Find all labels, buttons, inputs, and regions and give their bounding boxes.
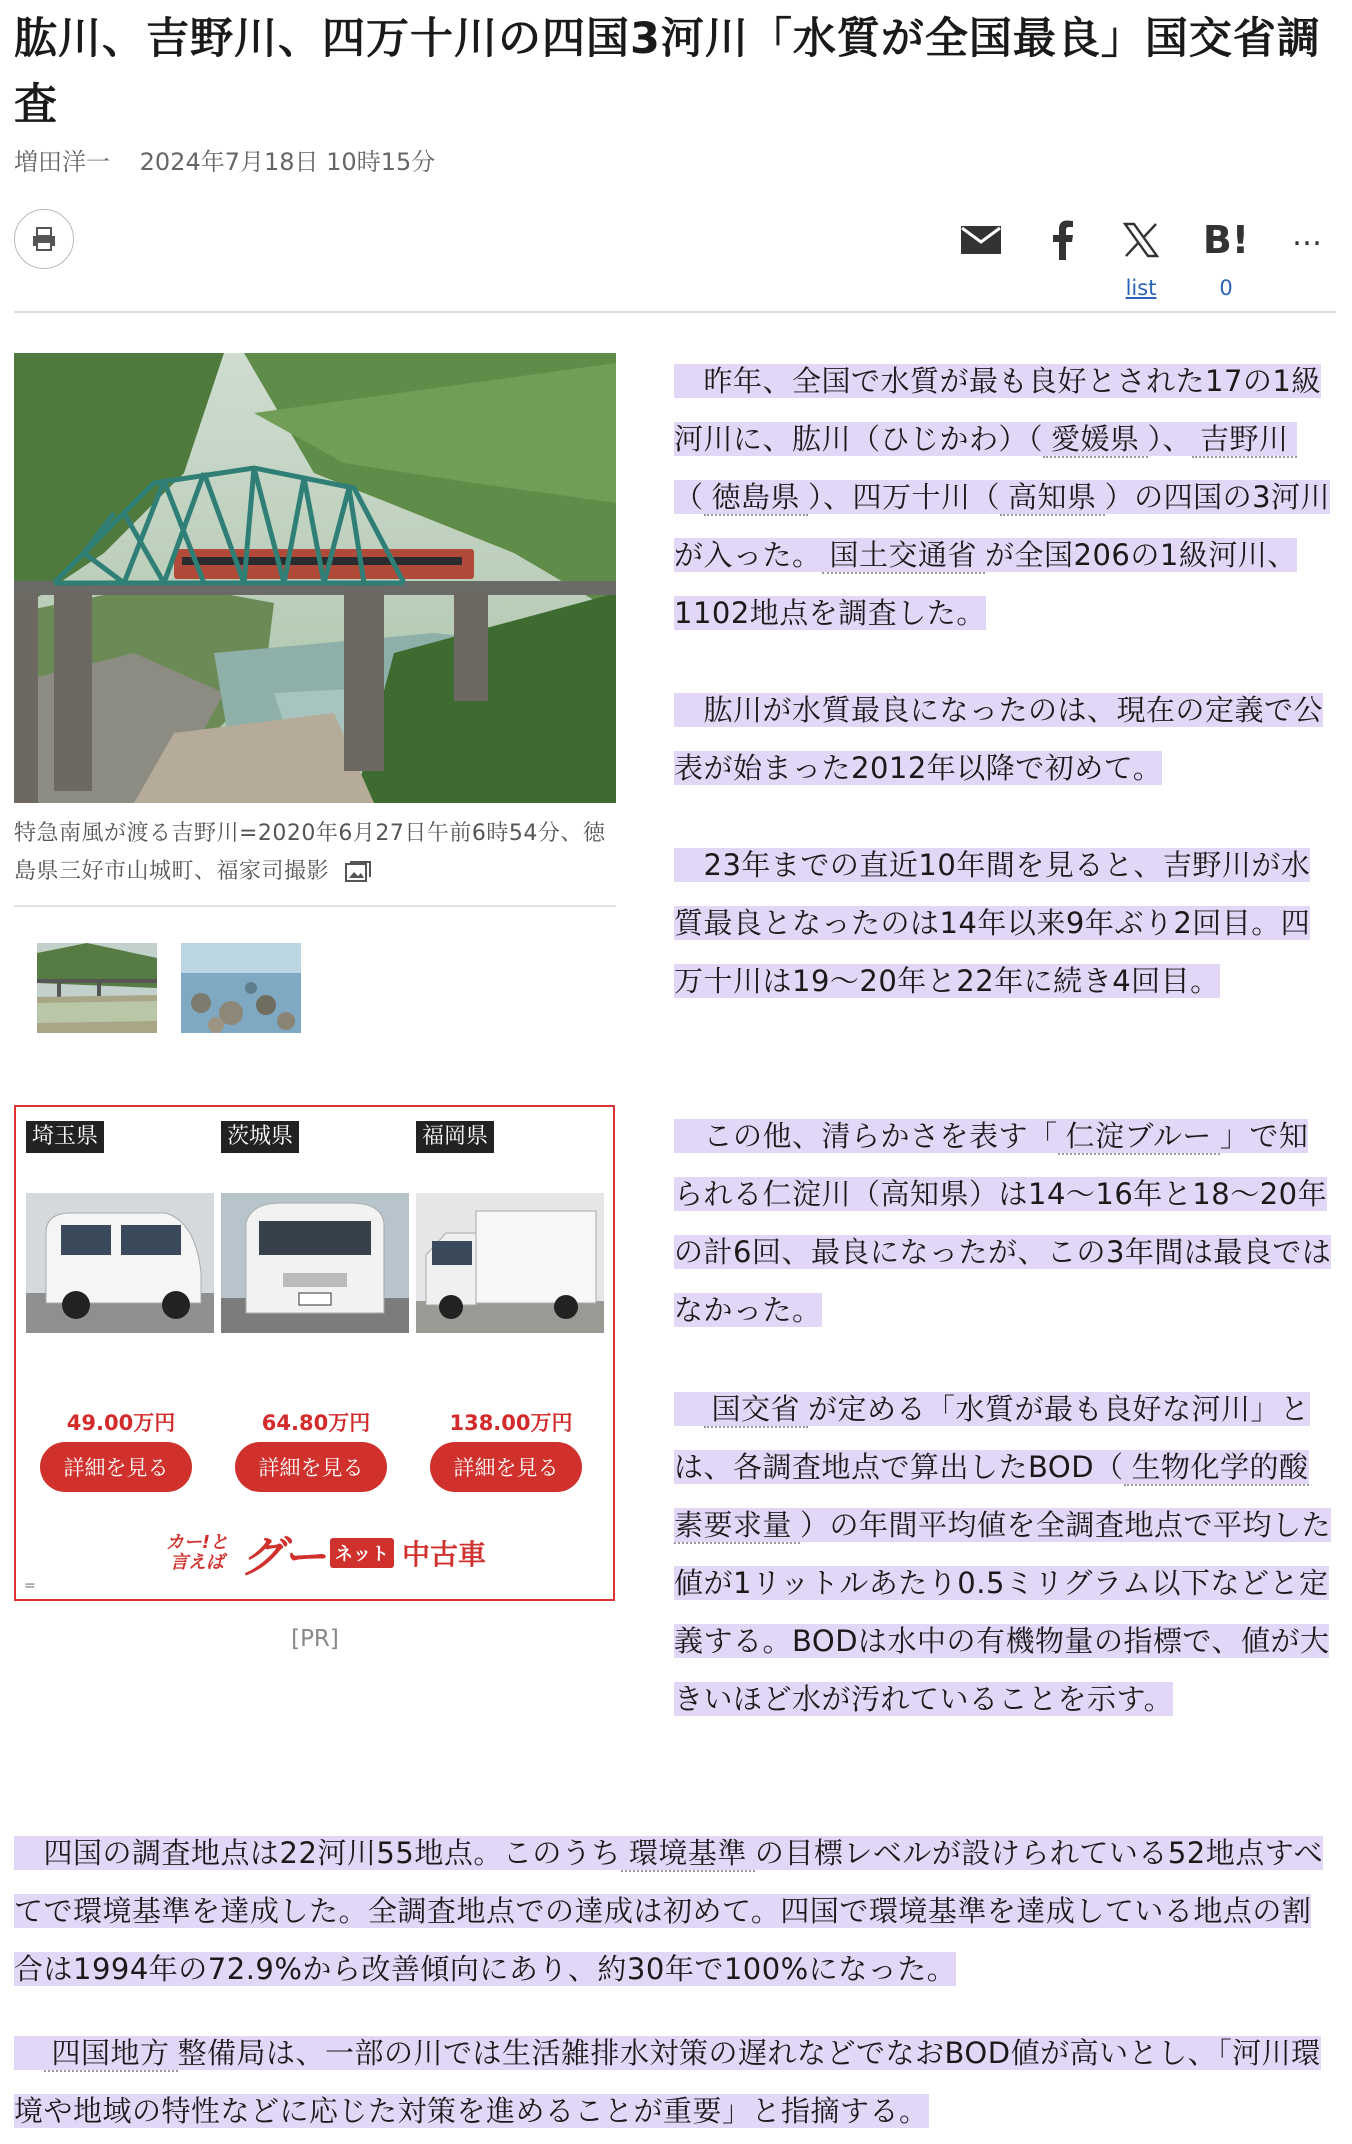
paragraph-5-text-a: が定める「水質が最も良好な河川」とは、各調査地点で算出したBOD（ bbox=[674, 1392, 1310, 1484]
paragraph-1-text-b: ）、 bbox=[1147, 422, 1193, 456]
x-share-button[interactable] bbox=[1111, 215, 1171, 265]
underwater-thumbnail bbox=[181, 943, 301, 1033]
ad-price: 138.00万円 bbox=[449, 1411, 573, 1435]
logo-main: グー bbox=[240, 1532, 324, 1583]
ad-car-image[interactable] bbox=[26, 1193, 214, 1333]
keyword-link-tokushima[interactable]: 徳島県 bbox=[704, 480, 809, 516]
paragraph-4-text-a: この他、清らかさを表す「 bbox=[703, 1119, 1058, 1153]
keyword-link-shikoku[interactable]: 四国地方 bbox=[44, 2036, 178, 2072]
pr-label: [PR] bbox=[291, 1626, 339, 1652]
paragraph-6-text-a: 四国の調査地点は22河川55地点。このうち bbox=[43, 1836, 621, 1870]
main-photo[interactable] bbox=[14, 353, 616, 803]
paragraph-1-text-c: （ bbox=[674, 480, 704, 514]
ad-price: 49.00万円 bbox=[66, 1411, 176, 1435]
keyword-link-yoshino[interactable]: 吉野川 bbox=[1192, 422, 1297, 458]
author[interactable]: 増田洋一 bbox=[14, 148, 110, 176]
thumbnail-1[interactable] bbox=[37, 943, 157, 1033]
keyword-link-bod[interactable]: 生物化学的酸素要求量 bbox=[674, 1450, 1309, 1542]
photo-caption bbox=[14, 815, 614, 891]
paragraph-2-text: 肱川が水質最良になったのは、現在の定義で公表が始まった2012年以降で初めて。 bbox=[674, 693, 1324, 785]
paragraph-7-text-a: 整備局は、一部の川では生活雑排水対策の遅れなどでなおBOD値が高いとし、「河川環境や地域の特性などに応じた対策を進めることが重要」と指摘する。 bbox=[14, 2036, 1321, 2128]
keyword-link-kochi[interactable]: 高知県 bbox=[1000, 480, 1105, 516]
keyword-link-mlit[interactable]: 国土交通省 bbox=[822, 538, 986, 574]
paragraph-3 bbox=[674, 836, 1336, 1010]
hatena-bookmark-button[interactable]: B! bbox=[1202, 218, 1250, 262]
byline bbox=[14, 142, 457, 177]
paragraph-5-text-b: ）の年間平均値を全調査地点で平均した値が1リットルあたり0.5ミリグラム以下などと定義する。BODは水中の有機物量の指標で、値が大きいほど水が汚れていることを示す。 bbox=[674, 1508, 1332, 1716]
list-link[interactable]: list bbox=[1125, 276, 1157, 300]
publish-date: 2024年7月18日 10時15分 bbox=[139, 148, 436, 176]
ad-info-icon[interactable]: = bbox=[24, 1578, 36, 1594]
paragraph-4 bbox=[674, 1107, 1336, 1339]
keyword-link-niyodo-blue[interactable]: 仁淀ブルー bbox=[1058, 1119, 1220, 1155]
mail-icon bbox=[960, 225, 1002, 255]
paragraph-1-text-f: が全国206の1級河川、1102地点を調査した。 bbox=[674, 538, 1297, 630]
ad-car-image[interactable] bbox=[416, 1193, 604, 1333]
advertisement[interactable] bbox=[14, 1105, 615, 1601]
caption-divider bbox=[14, 905, 616, 907]
paragraph-2 bbox=[674, 681, 1336, 797]
ad-details-button[interactable]: 詳細を見る bbox=[430, 1442, 582, 1492]
keyword-link-env-standard[interactable]: 環境基準 bbox=[621, 1836, 755, 1872]
paragraph-5 bbox=[674, 1380, 1336, 1728]
paragraph-6-text-b: の目標レベルが設けられている52地点すべてで環境基準を達成した。全調査地点での達成は初めて。四国で環境基準を達成している地点の割合は1994年の72.9%から改善傾向にあり、約30年で100%になった。 bbox=[14, 1836, 1324, 1986]
ad-car-image[interactable] bbox=[221, 1193, 409, 1333]
keyword-link-ehime[interactable]: 愛媛県 bbox=[1043, 422, 1148, 458]
paragraph-1-text-a: 昨年、全国で水質が最も良好とされた17の1級河川に、肱川（ひじかわ）（ bbox=[674, 364, 1321, 456]
print-button[interactable] bbox=[14, 209, 74, 269]
ad-prefecture: 福岡県 bbox=[416, 1121, 494, 1153]
article-title: 肱川、吉野川、四万十川の四国3河川「水質が全国最良」国交省調査 bbox=[14, 14, 1321, 130]
gallery-icon[interactable] bbox=[345, 861, 371, 883]
caption-text: 特急南風が渡る吉野川=2020年6月27日午前6時54分、徳島県三好市山城町、福家司撮影 bbox=[14, 821, 606, 884]
goo-net-logo[interactable] bbox=[162, 1521, 486, 1585]
logo-net: ネット bbox=[330, 1538, 394, 1568]
more-share-button[interactable]: … bbox=[1292, 217, 1322, 253]
ad-details-button[interactable]: 詳細を見る bbox=[40, 1442, 192, 1492]
paragraph-1-text-d: ）、四万十川（ bbox=[808, 480, 1001, 514]
x-icon bbox=[1123, 222, 1159, 258]
ad-prefecture: 埼玉県 bbox=[26, 1121, 104, 1153]
header-divider bbox=[14, 311, 1336, 313]
paragraph-1-text-e: ）の四国の3河川が入った。 bbox=[674, 480, 1331, 572]
paragraph-4-text-b: 」で知られる仁淀川（高知県）は14～16年と18～20年の計6回、最良になったが、この3年間は最良ではなかった。 bbox=[674, 1119, 1332, 1327]
hatena-count[interactable]: 0 bbox=[1219, 276, 1233, 300]
ad-details-button[interactable]: 詳細を見る bbox=[235, 1442, 387, 1492]
facebook-icon bbox=[1051, 220, 1075, 260]
van-image bbox=[221, 1193, 409, 1333]
paragraph-1 bbox=[674, 352, 1336, 642]
logo-suffix: 中古車 bbox=[402, 1538, 487, 1571]
train-bridge-photo bbox=[14, 353, 616, 803]
paragraph-6 bbox=[14, 1824, 1336, 1998]
truck-image bbox=[416, 1193, 604, 1333]
river-thumbnail bbox=[37, 943, 157, 1033]
van-image bbox=[26, 1193, 214, 1333]
ad-price: 64.80万円 bbox=[261, 1411, 371, 1435]
paragraph-7 bbox=[14, 2024, 1336, 2140]
facebook-share-button[interactable] bbox=[1033, 215, 1093, 265]
paragraph-3-text: 23年までの直近10年間を見ると、吉野川が水質最良となったのは14年以来9年ぶり2回目。四万十川は19～20年と22年に続き4回目。 bbox=[674, 848, 1311, 998]
mail-share-button[interactable] bbox=[951, 215, 1011, 265]
thumbnail-2[interactable] bbox=[181, 943, 301, 1033]
printer-icon bbox=[30, 225, 58, 253]
ad-prefecture: 茨城県 bbox=[221, 1121, 299, 1153]
keyword-link-mlit-short[interactable]: 国交省 bbox=[704, 1392, 809, 1428]
logo-tagline: カー!と言えば bbox=[165, 1532, 229, 1573]
